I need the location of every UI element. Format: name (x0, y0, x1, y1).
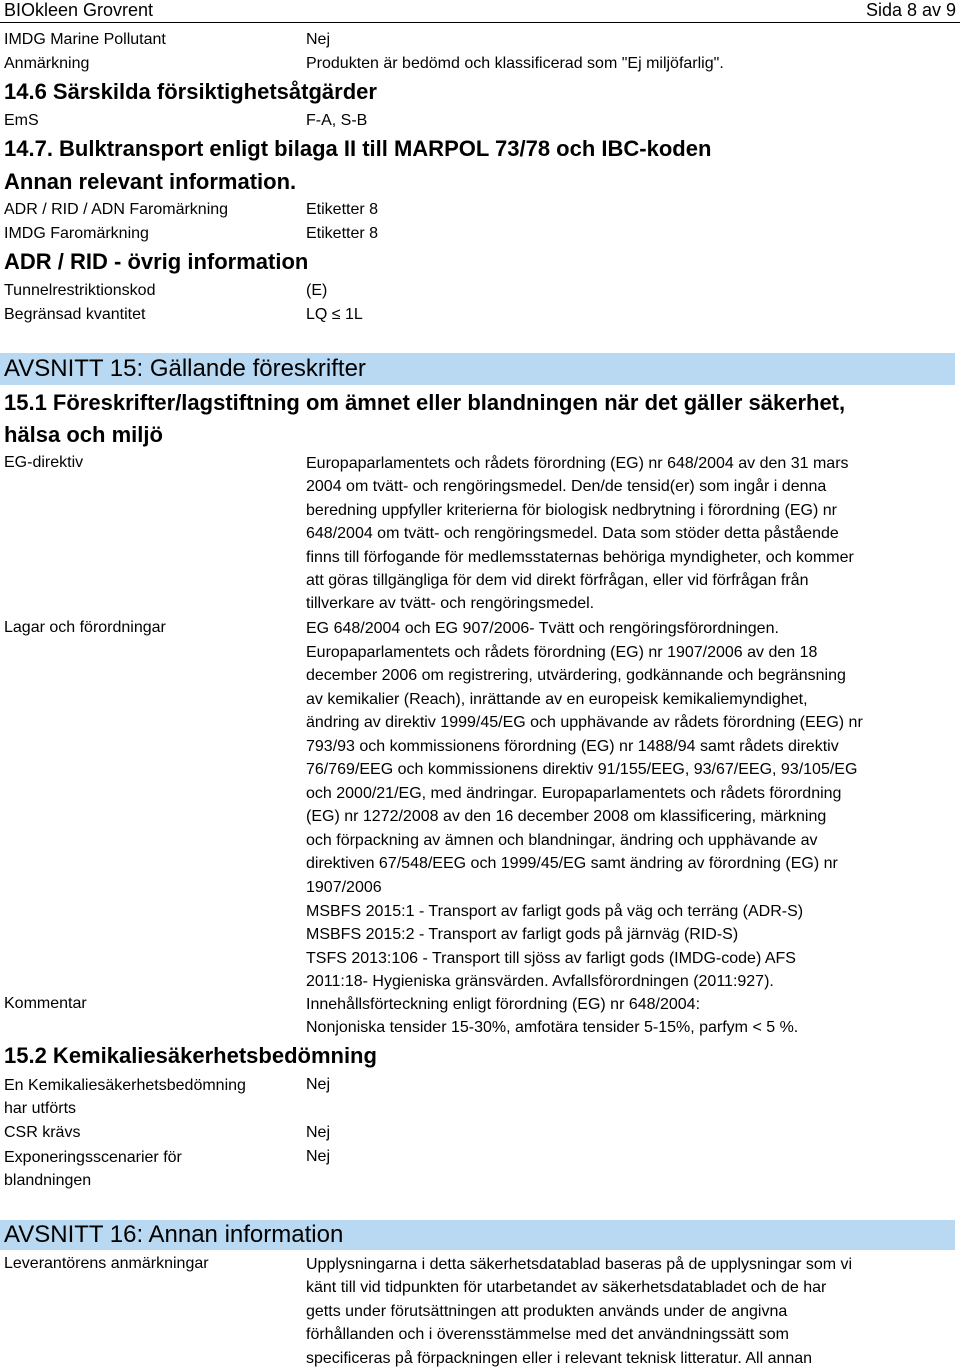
supplier-remarks-text (306, 1253, 946, 1370)
text-line: 1907/2006 (306, 879, 382, 897)
adr-hazard-value: Etiketter 8 (306, 201, 379, 218)
other-info-heading: Annan relevant information. (4, 169, 297, 194)
csr-label: CSR krävs (4, 1124, 81, 1141)
text-line: finns till förfogande för medlemsstaternas behöriga myndigheter, och kommer (306, 548, 854, 566)
imdg-hazard-value: Etiketter 8 (306, 225, 379, 242)
text-line: har utförts (4, 1100, 77, 1118)
text-line: Nonjoniska tensider 15-30%, amfotära tensider 5-15%, parfym < 5 %. (306, 1019, 799, 1037)
page-header (0, 0, 960, 23)
ems-label: EmS (4, 112, 39, 129)
laws-label: Lagar och förordningar (4, 619, 166, 636)
section-15-title: AVSNITT 15: Gällande föreskrifter (4, 355, 366, 382)
csr-value: Nej (306, 1124, 331, 1141)
exposure-value: Nej (306, 1148, 331, 1165)
text-line: av kemikalier (Reach), inrättande av en europeisk kemikaliemyndighet, (306, 690, 808, 708)
heading-14-6: 14.6 Särskilda försiktighetsåtgärder (4, 79, 377, 104)
supplier-remarks-label: Leverantörens anmärkningar (4, 1255, 209, 1272)
remark-label: Anmärkning (4, 55, 90, 72)
text-line: En Kemikaliesäkerhetsbedömning (4, 1077, 246, 1094)
eg-directive-label: EG-direktiv (4, 454, 84, 471)
section-16-band (0, 1220, 955, 1250)
comment-text (306, 993, 946, 1040)
text-line: 793/93 och kommissionens förordning (EG) nr 1488/94 samt rådets direktiv (306, 737, 839, 755)
text-line: Exponeringsscenarier för (4, 1149, 182, 1166)
heading-15-1-line1: 15.1 Föreskrifter/lagstiftning om ämnet eller blandningen när det gäller säkerhet, (4, 390, 846, 415)
text-line: Europaparlamentets och rådets förordning (EG) nr 1907/2006 av den 18 (306, 643, 818, 661)
text-line: MSBFS 2015:1 - Transport av farligt gods på väg och terräng (ADR-S) (306, 902, 804, 920)
text-line: 2004 om tvätt- och rengöringsmedel. Den/de tensid(er) som ingår i denna (306, 478, 827, 496)
adr-other-heading: ADR / RID - övrig information (4, 249, 309, 274)
document-title: BIOkleen Grovrent (4, 0, 154, 20)
marine-pollutant-label: IMDG Marine Pollutant (4, 31, 166, 48)
csa-value: Nej (306, 1076, 331, 1093)
text-line: förhållanden och i överensstämmelse med det användningssätt som (306, 1326, 789, 1344)
section-15-band (0, 353, 955, 385)
text-line: (EG) nr 1272/2008 av den 16 december 2008 om klassificering, märkning (306, 808, 827, 826)
text-line: getts under förutsättningen att produkten används under de angivna (306, 1302, 788, 1320)
text-line: TSFS 2013:106 - Transport till sjöss av farligt gods (IMDG-code) AFS (306, 949, 796, 967)
heading-14-7: 14.7. Bulktransport enligt bilaga II till MARPOL 73/78 och IBC-koden (4, 136, 712, 161)
laws-text (306, 617, 946, 994)
csa-label (4, 1074, 294, 1121)
text-line: MSBFS 2015:2 - Transport av farligt gods på järnväg (RID-S) (306, 926, 739, 944)
section-16-title: AVSNITT 16: Annan information (4, 1221, 344, 1248)
heading-15-1-line2: hälsa och miljö (4, 422, 163, 447)
text-line: direktiven 67/548/EEG och 1999/45/EG samt ändring av förordning (EG) nr (306, 855, 838, 873)
text-line: Innehållsförteckning enligt förordning (EG) nr 648/2004: (306, 996, 701, 1013)
text-line: ändring av direktiv 1999/45/EG och upphävande av rådets förordning (EEG) nr (306, 714, 863, 732)
limited-quantity-label: Begränsad kvantitet (4, 306, 146, 323)
tunnel-code-value: (E) (306, 282, 328, 299)
text-line: Europaparlamentets och rådets förordning (EG) nr 648/2004 av den 31 mars (306, 455, 849, 472)
text-line: december 2006 om registrering, utvärdering, godkännande och begränsning (306, 667, 846, 685)
text-line: EG 648/2004 och EG 907/2006- Tvätt och rengöringsförordningen. (306, 620, 779, 637)
heading-15-2: 15.2 Kemikaliesäkerhetsbedömning (4, 1043, 377, 1068)
text-line: att göras tillgängliga för dem vid direkt förfrågan, eller vid förfrågan från (306, 572, 809, 590)
imdg-hazard-label: IMDG Faromärkning (4, 225, 149, 242)
text-line: specificeras på förpackningen eller i relevant teknisk litteratur. All annan (306, 1349, 813, 1367)
exposure-label (4, 1146, 294, 1193)
tunnel-code-label: Tunnelrestriktionskod (4, 282, 156, 299)
text-line: och 2000/21/EG, med ändringar. Europaparlamentets och rådets förordning (306, 784, 842, 802)
text-line: känt till vid tidpunkten för utarbetandet av säkerhetsdatabladet och de har (306, 1279, 827, 1297)
text-line: beredning uppfyller kriterierna för biologisk nedbrytning i förordning (EG) nr (306, 501, 837, 519)
text-line: 648/2004 om tvätt- och rengöringsmedel. Data som stöder detta påstående (306, 525, 839, 543)
text-line: 76/769/EEG och kommissionens direktiv 91/155/EEG, 93/67/EEG, 93/105/EG (306, 761, 858, 779)
adr-hazard-label: ADR / RID / ADN Faromärkning (4, 201, 229, 218)
limited-quantity-value: LQ ≤ 1L (306, 306, 363, 323)
remark-value: Produkten är bedömd och klassificerad som "Ej miljöfarlig". (306, 55, 724, 72)
comment-label: Kommentar (4, 995, 87, 1012)
text-line: och förpackning av ämnen och blandningar, ändring och upphävande av (306, 831, 818, 849)
text-line: Upplysningarna i detta säkerhetsdatablad baseras på de upplysningar som vi (306, 1256, 853, 1273)
text-line: blandningen (4, 1172, 92, 1190)
marine-pollutant-value: Nej (306, 31, 331, 48)
eg-directive-text (306, 452, 946, 616)
page-number: Sida 8 av 9 (865, 0, 956, 20)
text-line: 2011:18- Hygieniska gränsvärden. Avfallsförordningen (2011:927). (306, 973, 774, 991)
text-line: tillverkare av tvätt- och rengöringsmedel. (306, 595, 595, 613)
ems-value: F-A, S-B (306, 112, 368, 129)
